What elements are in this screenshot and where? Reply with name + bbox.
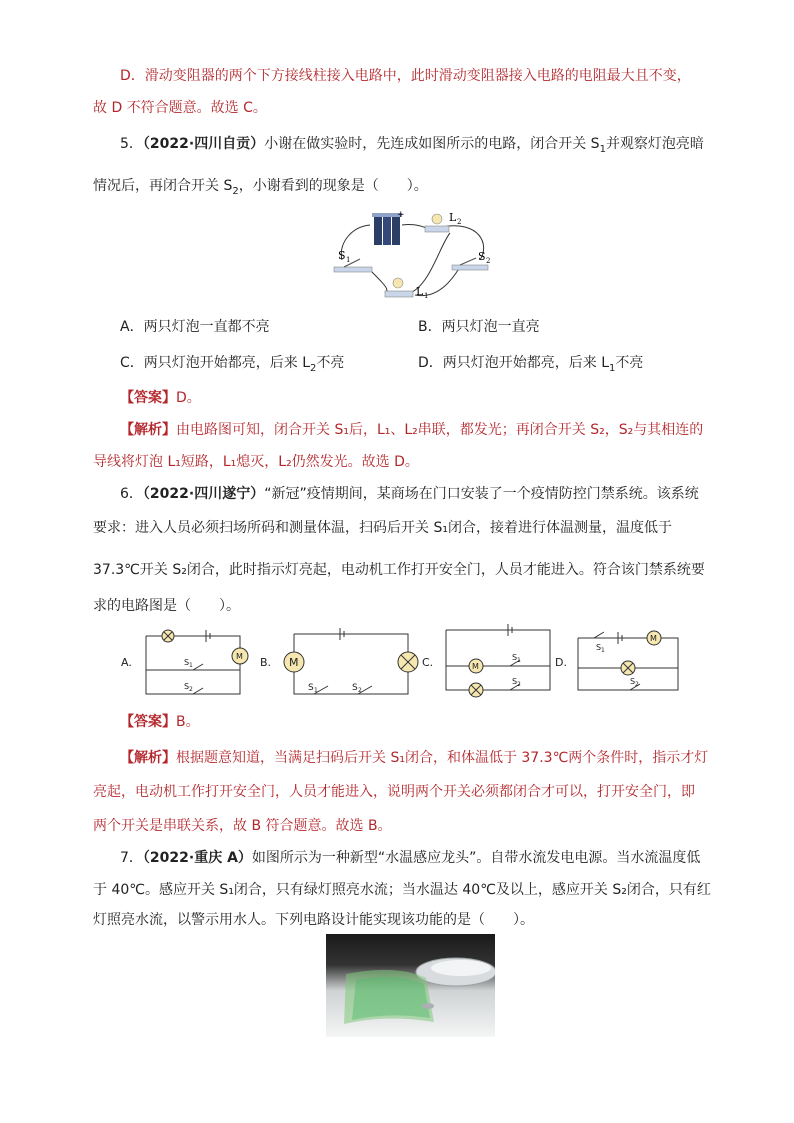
option-d-text-2: 故 D 不符合题意。故选 C。	[93, 100, 267, 116]
svg-text:S: S	[352, 683, 358, 693]
svg-text:S: S	[630, 677, 636, 686]
svg-text:1: 1	[189, 662, 193, 669]
q6-explanation-2: 亮起，电动机工作打开安全门，人员才能进入，说明两个开关必须都闭合才可以，打开安全门，即	[93, 784, 695, 800]
q7-stem-3: 灯照亮水流，以警示用水人。下列电路设计能实现该功能的是（ ）。	[93, 912, 534, 928]
q6-stem-4: 求的电路图是（ ）。	[93, 598, 240, 614]
q6-explanation-1: 【解析】根据题意知道，当满足扫码后开关 S₁闭合，和体温低于 37.3℃两个条件时，指示才灯	[120, 750, 709, 766]
q5-stem-1: 5．（2022·四川自贡）小谢在做实验时，先连成如图所示的电路，闭合开关 $S_1$并观察灯泡亮暗	[120, 136, 704, 155]
svg-text:2: 2	[486, 257, 491, 265]
option-d-text: D．滑动变阻器的两个下方接线柱接入电路中，此时滑动变阻器接入电路的电阻最大且不变，	[120, 68, 691, 84]
q5-circuit-figure	[330, 205, 505, 305]
svg-text:S: S	[308, 683, 314, 693]
svg-text:2: 2	[635, 681, 639, 688]
label-a: A.	[121, 656, 132, 669]
q5-answer: 【答案】D。	[120, 390, 201, 406]
q6-stem-2: 要求：进入人员必须扫场所码和测量体温，扫码后开关 S₁闭合，接着进行体温测量，温度低于	[93, 520, 672, 536]
q7-stem-1: 7．（2022·重庆 A）如图所示为一种新型“水温感应龙头”。自带水流发电电源。当水流温度低	[120, 850, 701, 866]
svg-text:S: S	[512, 653, 518, 662]
q5-stem-2: 情况后，再闭合开关 $S_2$，小谢看到的现象是（ ）。	[93, 178, 428, 197]
label-d: D.	[555, 656, 567, 669]
svg-text:M: M	[289, 656, 299, 669]
svg-text:L: L	[416, 285, 424, 298]
battery-cell-icon	[374, 215, 382, 245]
svg-text:+: +	[397, 210, 405, 220]
q6-explanation-3: 两个开关是串联关系，故 B 符合题意。故选 B。	[93, 818, 392, 834]
label-c: C.	[422, 656, 434, 669]
svg-text:S: S	[512, 677, 518, 686]
switch-s1-icon	[334, 267, 372, 272]
switch-s2-icon	[452, 265, 488, 270]
svg-text:S: S	[184, 658, 190, 667]
q5-option-a: A．两只灯泡一直都不亮	[120, 319, 270, 335]
svg-text:1: 1	[346, 256, 351, 264]
svg-text:1: 1	[517, 657, 521, 664]
svg-text:M: M	[236, 652, 243, 661]
faucet-photo	[326, 934, 495, 1037]
q5-explanation-1: 【解析】由电路图可知，闭合开关 S₁后，L₁、L₂串联，都发光；再闭合开关 S₂，S₂与其相连的	[120, 422, 704, 438]
svg-text:L: L	[449, 211, 457, 224]
bulb-l2-icon	[432, 214, 442, 224]
svg-text:2: 2	[517, 681, 521, 688]
svg-text:S: S	[338, 249, 346, 262]
q5-option-b: B．两只灯泡一直亮	[418, 319, 540, 335]
svg-text:2: 2	[189, 686, 193, 693]
q5-option-d: D．两只灯泡开始都亮，后来 $L_1$不亮	[418, 355, 644, 374]
q5-option-c: C．两只灯泡开始都亮，后来 $L_2$不亮	[120, 355, 345, 374]
q6-stem-3: 37.3℃开关 S₂闭合，此时指示灯亮起，电动机工作打开安全门，人员才能进入。符合该门禁系统要	[93, 562, 705, 578]
svg-text:1: 1	[424, 292, 429, 300]
svg-text:1: 1	[601, 647, 605, 654]
svg-text:S: S	[596, 643, 602, 652]
q6-circuit-options	[118, 624, 688, 704]
svg-text:M: M	[472, 662, 479, 671]
svg-text:M: M	[650, 634, 657, 643]
label-b: B.	[260, 656, 272, 669]
svg-text:S: S	[184, 682, 190, 691]
svg-text:2: 2	[457, 218, 462, 226]
q5-explanation-2: 导线将灯泡 L₁短路，L₁熄灭，L₂仍然发光。故选 D。	[93, 454, 419, 470]
q7-stem-2: 于 40℃。感应开关 S₁闭合，只有绿灯照亮水流；当水温达 40℃及以上，感应开关 S₂闭合，只有红	[93, 882, 711, 898]
svg-text:S: S	[478, 250, 486, 263]
q6-answer: 【答案】B。	[120, 714, 200, 730]
bulb-l1-icon	[393, 278, 403, 288]
q6-stem-1: 6．（2022·四川遂宁）“新冠”疫情期间，某商场在门口安装了一个疫情防控门禁系统。该系统	[120, 486, 699, 502]
svg-text:2: 2	[358, 687, 362, 694]
svg-text:1: 1	[314, 687, 318, 694]
